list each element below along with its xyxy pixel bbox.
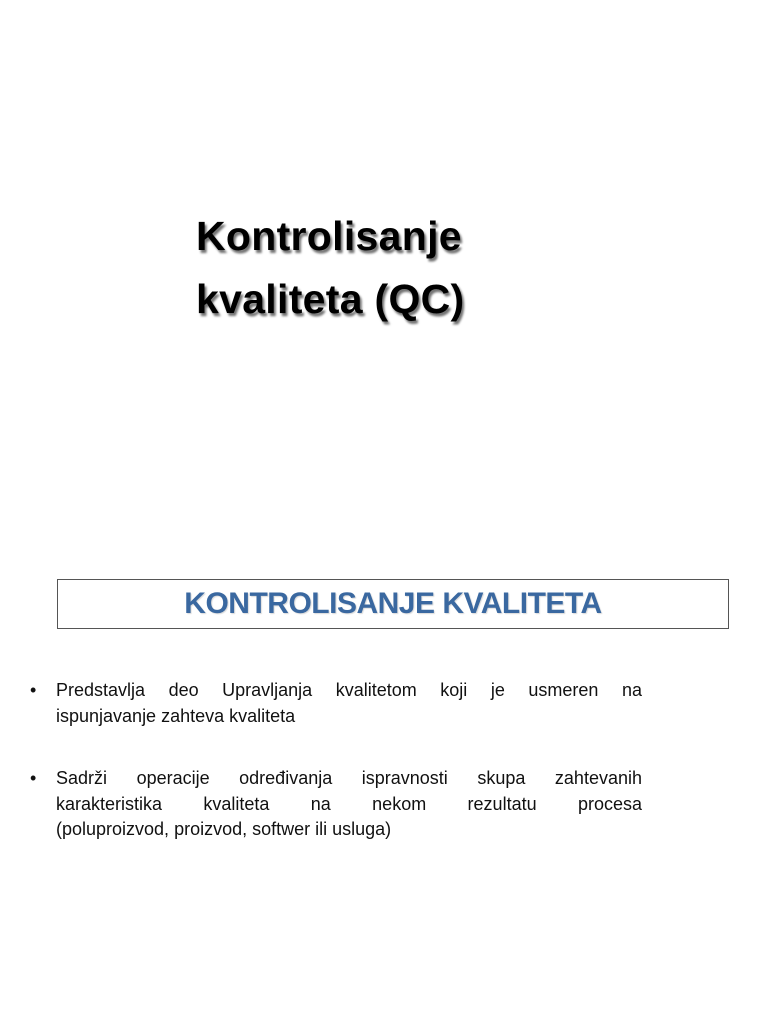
section-heading: KONTROLISANJE KVALITETA [184, 587, 602, 620]
bullet-line: Sadrži operacije određivanja ispravnosti skupa zahtevanih [56, 768, 642, 788]
bullet-icon: • [30, 768, 37, 788]
bullet-line: (poluproizvod, proizvod, softwer ili usluga) [56, 819, 392, 839]
slide-title-line-1: Kontrolisanje [196, 213, 462, 259]
bullet-item [30, 766, 642, 843]
slide-title-line-2: kvaliteta (QC) [196, 276, 465, 322]
bullet-item [30, 678, 642, 729]
bullet-icon: • [30, 680, 37, 700]
section-heading-box [57, 579, 729, 629]
bullet-line: karakteristika kvaliteta na nekom rezultatu procesa [56, 793, 642, 814]
bullet-line: ispunjavanje zahteva kvaliteta [56, 705, 296, 726]
bullet-line: Predstavlja deo Upravljanja kvalitetom koji je usmeren na [56, 680, 642, 700]
slide-title [196, 205, 465, 331]
